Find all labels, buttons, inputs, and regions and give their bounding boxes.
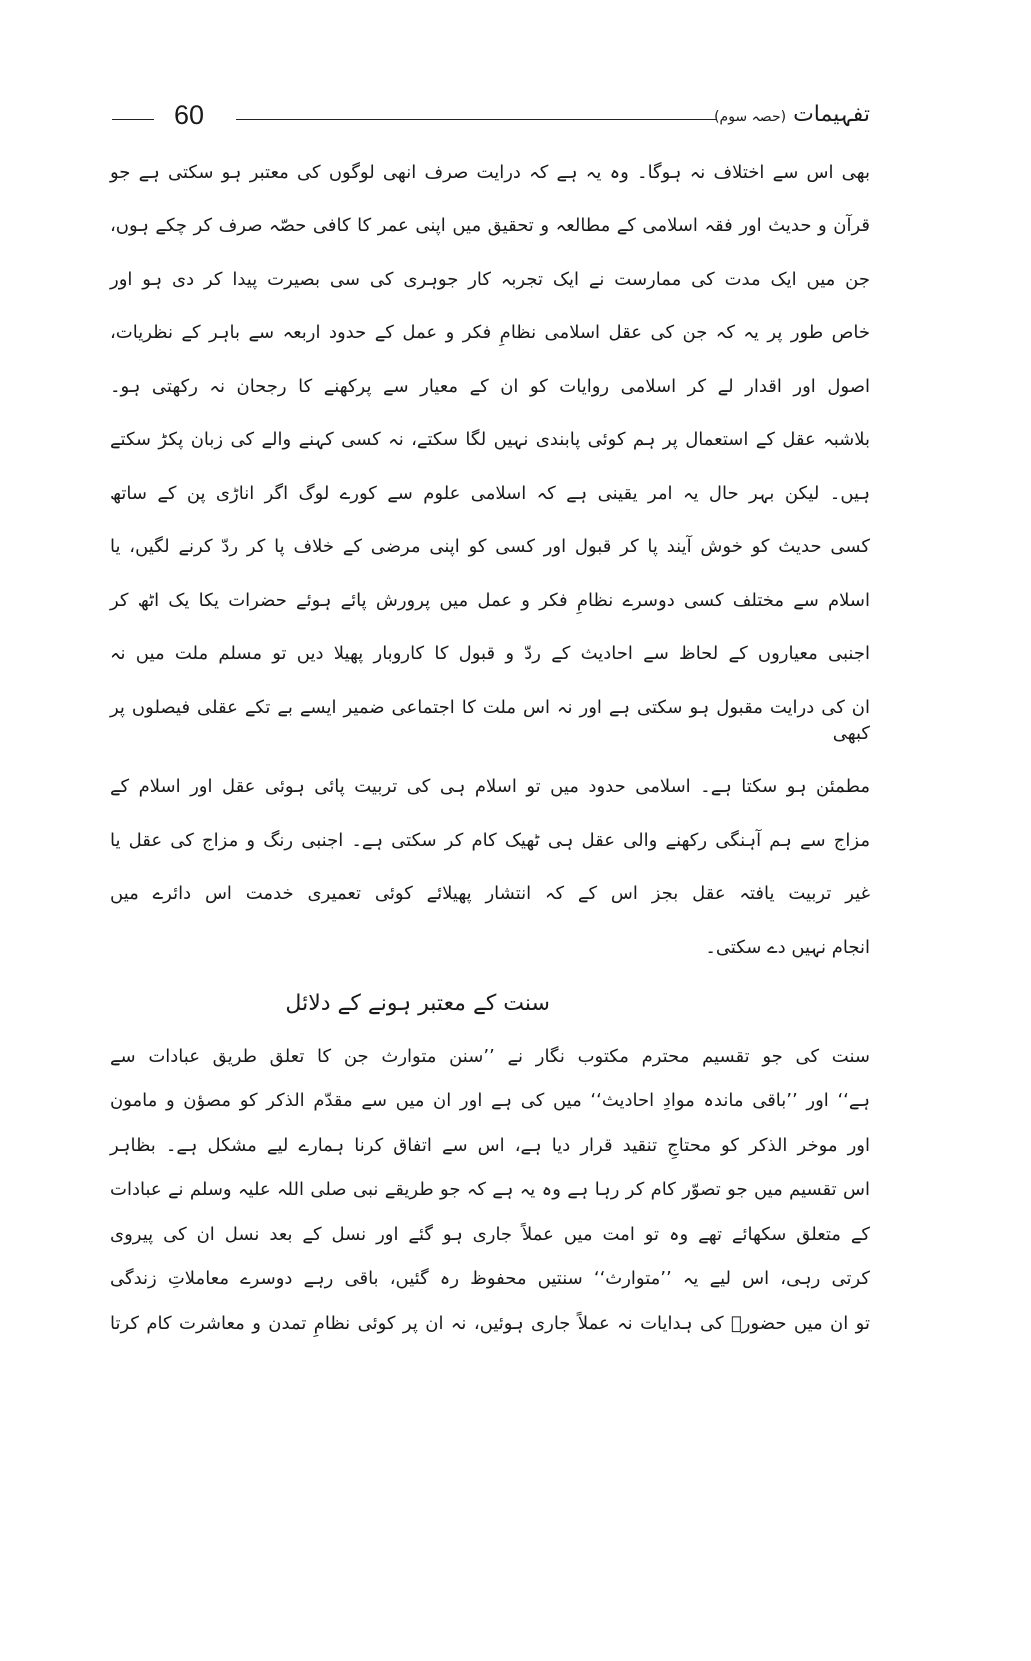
section-heading: سنت کے معتبر ہونے کے دلائل (285, 990, 550, 1016)
text-line: ان کی درایت مقبول ہو سکتی ہے اور نہ اس ملت کا اجتماعی ضمیر ایسے بے تکے عقلی فیصلوں پر کبھی (110, 696, 870, 744)
text-line: جن میں ایک مدت کی ممارست نے ایک تجربہ کار جوہری کی سی بصیرت پیدا کر دی ہو اور (110, 268, 870, 290)
body-text (110, 146, 870, 1346)
text-line: اور موخر الذکر کو محتاجِ تنقید قرار دیا ہے، اس سے اتفاق کرنا ہمارے لیے مشکل ہے۔ بظاہر (110, 1134, 870, 1156)
text-line: اس تقسیم میں جو تصوّر کام کر رہا ہے وہ یہ ہے کہ جو طریقے نبی صلی اللہ علیہ وسلم نے عبادات (110, 1179, 870, 1200)
header-rule-left (112, 119, 154, 120)
text-line: تو ان میں حضورؐ کی ہدایات نہ عملاً جاری ہوئیں، نہ ان پر کوئی نظامِ تمدن و معاشرت کام کرتا (110, 1312, 870, 1334)
paragraph-2 (110, 1035, 870, 1347)
text-line: اسلام سے مختلف کسی دوسرے نظامِ فکر و عمل میں پرورش پائے ہوئے حضرات یکا یک اٹھ کر (110, 589, 870, 611)
text-line: خاص طور پر یہ کہ جن کی عقل اسلامی نظامِ فکر و عمل کے حدود اربعہ سے باہر کے نظریات، (110, 322, 870, 343)
text-line: کے متعلق سکھائے تھے وہ تو امت میں عملاً جاری ہو گئے اور نسل کے بعد نسل ان کی پیروی (110, 1223, 870, 1245)
text-line: بلاشبہ عقل کے استعمال پر ہم کوئی پابندی نہیں لگا سکتے، نہ کسی کہنے والے کی زبان پکڑ سکتے (110, 429, 870, 450)
page-number: 60 (174, 100, 205, 130)
text-line: کرتی رہی، اس لیے یہ ’’متوارث‘‘ سنتیں محفوظ رہ گئیں، باقی رہے دوسرے معاملاتِ زندگی (110, 1268, 870, 1289)
text-line: ہیں۔ لیکن بہر حال یہ امر یقینی ہے کہ اسلامی علوم سے کورے لوگ اگر اناڑی پن کے ساتھ (110, 482, 870, 504)
book-title: تفہیمات (793, 102, 870, 127)
text-line: قرآن و حدیث اور فقہ اسلامی کے مطالعہ و تحقیق میں اپنی عمر کا کافی حصّہ صرف کر چکے ہوں، (110, 215, 870, 236)
text-line: اجنبی معیاروں کے لحاظ سے احادیث کے ردّ و قبول کا کاروبار پھیلا دیں تو مسلم ملت میں نہ (110, 643, 870, 664)
paragraph-1 (110, 146, 870, 975)
book-part: (حصہ سوم) (714, 109, 787, 125)
page-header (112, 100, 870, 140)
text-line: مطمئن ہو سکتا ہے۔ اسلامی حدود میں تو اسلام ہی کی تربیت پائی ہوئی عقل اور اسلام کے (110, 776, 870, 797)
running-title (714, 102, 870, 127)
text-line: غیر تربیت یافتہ عقل بجز اس کے کہ انتشار پھیلائے کوئی تعمیری خدمت اس دائرے میں (110, 883, 870, 904)
text-line: انجام نہیں دے سکتی۔ (705, 936, 870, 958)
text-line: ہے‘‘ اور ’’باقی ماندہ موادِ احادیث‘‘ میں کی ہے اور ان میں سے مقدّم الذکر کو مصؤن و مامون (110, 1090, 870, 1111)
text-line: بھی اس سے اختلاف نہ ہوگا۔ وہ یہ ہے کہ درایت صرف انھی لوگوں کی معتبر ہو سکتی ہے جو (110, 161, 870, 183)
text-line: کسی حدیث کو خوش آیند پا کر قبول اور کسی کو اپنی مرضی کے خلاف پا کر ردّ کرنے لگیں، یا (110, 536, 870, 557)
text-line: اصول اور اقدار لے کر اسلامی روایات کو ان کے معیار سے پرکھنے کا رجحان نہ رکھتی ہو۔ (110, 375, 870, 397)
header-rule (236, 119, 716, 120)
text-line: سنت کی جو تقسیم محترم مکتوب نگار نے ’’سنن متوارث جن کا تعلق طریق عبادات سے (110, 1045, 870, 1067)
text-line: مزاج سے ہم آہنگی رکھنے والی عقل ہی ٹھیک کام کر سکتی ہے۔ اجنبی رنگ و مزاج کی عقل یا (110, 829, 870, 851)
